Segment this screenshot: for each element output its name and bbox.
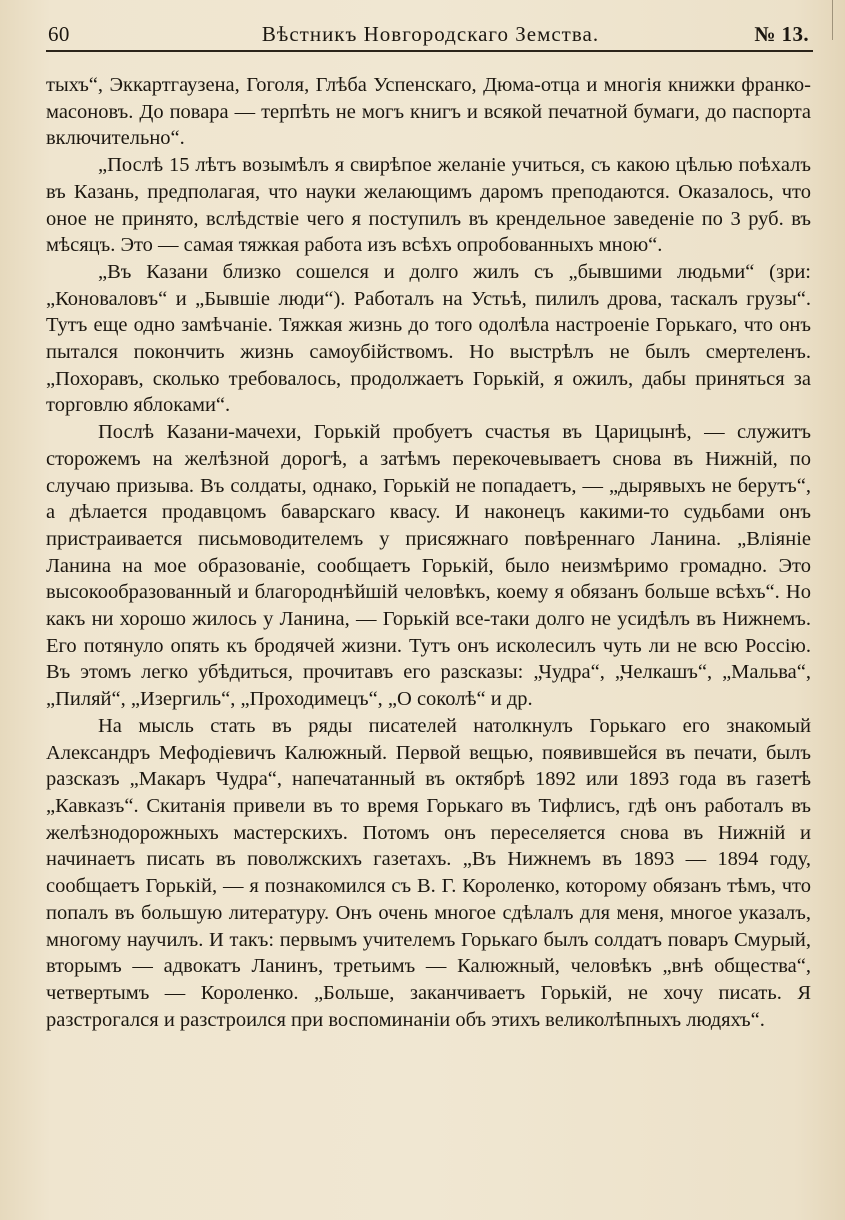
issue-number: № 13. [754,22,809,46]
paragraph-1: тыхъ“, Эккартгаузена, Гоголя, Глѣба Успенскаго, Дюма-отца и многія книжки франко-масоновъ. До повара — терпѣть не могъ книгъ и всякой печатной бумаги, до паспорта включительно“. [46,74,811,150]
journal-title: Вѣстникъ Новгородскаго Земства. [261,22,600,46]
running-header [46,18,815,52]
paragraph-4: Послѣ Казани-мачехи, Горькій пробуетъ счастья въ Царицынѣ, — служитъ сторожемъ на желѣзной дорогѣ, а затѣмъ перекочевываетъ снова въ Нижній, по случаю призыва. Въ солдаты, однако, Горькій не попадаетъ, — „дырявыхъ не берутъ“, а дѣлается продавцомъ баварскаго квасу. И наконецъ какими-то судьбами онъ пристраивается письмоводителемъ у присяжнаго повѣреннаго Ланина. „Вліяніе Ланина на мое образованіе, сообщаетъ Горькій, было неизмѣримо громадно. Это высокообразованный и благороднѣйшій человѣкъ, коему я обязанъ больше всѣхъ“. Но какъ ни хорошо жилось у Ланина, — Горькій все-таки долго не усидѣлъ въ Нижнемъ. Его потянуло опять къ бродячей жизни. Тутъ онъ исколесилъ чуть ли не всю Россію. Въ этомъ легко убѣдиться, прочитавъ его разсказы: „Чудра“, „Челкашъ“, „Мальва“, „Пиляй“, „Изергиль“, „Проходимецъ“, „О соколѣ“ и др. [46,421,811,711]
paragraph-3: „Въ Казани близко сошелся и долго жилъ съ „бывшими людьми“ (зри: „Коноваловъ“ и „Бывшіе люди“). Работалъ на Устьѣ, пилилъ дрова, таскалъ грузы“. Тутъ еще одно замѣчаніе. Тяжкая жизнь до того одолѣла настроеніе Горькаго, что онъ пытался покончить жизнь самоубійствомъ. Но выстрѣлъ не былъ смертеленъ. „Похоравъ, сколько требовалось, продолжаетъ Горькій, я ожилъ, дабы приняться за торговлю яблоками“. [46,260,811,417]
paragraph-2: „Послѣ 15 лѣтъ возымѣлъ я свирѣпое желаніе учиться, съ какою цѣлью поѣхалъ въ Казань, предполагая, что науки желающимъ даромъ преподаются. Оказалось, что оное не принято, вслѣдствіе чего я поступилъ въ крендельное заведеніе по 3 руб. въ мѣсяцъ. Это — самая тяжкая работа изъ всѣхъ опробованныхъ мною“. [46,154,811,257]
page-number: 60 [48,22,70,46]
header-rule [46,50,813,52]
article-body [46,72,811,1033]
page-edge-mark [832,0,833,40]
paragraph-5: На мысль стать въ ряды писателей натолкнулъ Горькаго его знакомый Александръ Мефодіевичъ Калюжный. Первой вещью, появившейся въ печати, былъ разсказъ „Макаръ Чудра“, напечатанный въ октябрѣ 1892 или 1893 года въ газетѣ „Кавказъ“. Скитанія привели въ то время Горькаго въ Тифлисъ, гдѣ онъ работалъ въ желѣзнодорожныхъ мастерскихъ. Потомъ онъ переселяется снова въ Нижній и начинаетъ писать въ поволжскихъ газетахъ. „Въ Нижнемъ въ 1893 — 1894 году, сообщаетъ Горькій, — я познакомился съ В. Г. Короленко, которому обязанъ тѣмъ, что попалъ въ большую литературу. Онъ очень многое сдѣлалъ для меня, многое указалъ, многому научилъ. И такъ: первымъ учителемъ Горькаго былъ солдатъ поваръ Смурый, вторымъ — адвокатъ Ланинъ, третьимъ — Калюжный, человѣкъ „внѣ общества“, четвертымъ — Короленко. „Больше, заканчиваетъ Горькій, не хочу писать. Я разстрогался и разстроился при воспоминаніи объ этихъ великолѣпныхъ людяхъ“. [46,714,811,1031]
